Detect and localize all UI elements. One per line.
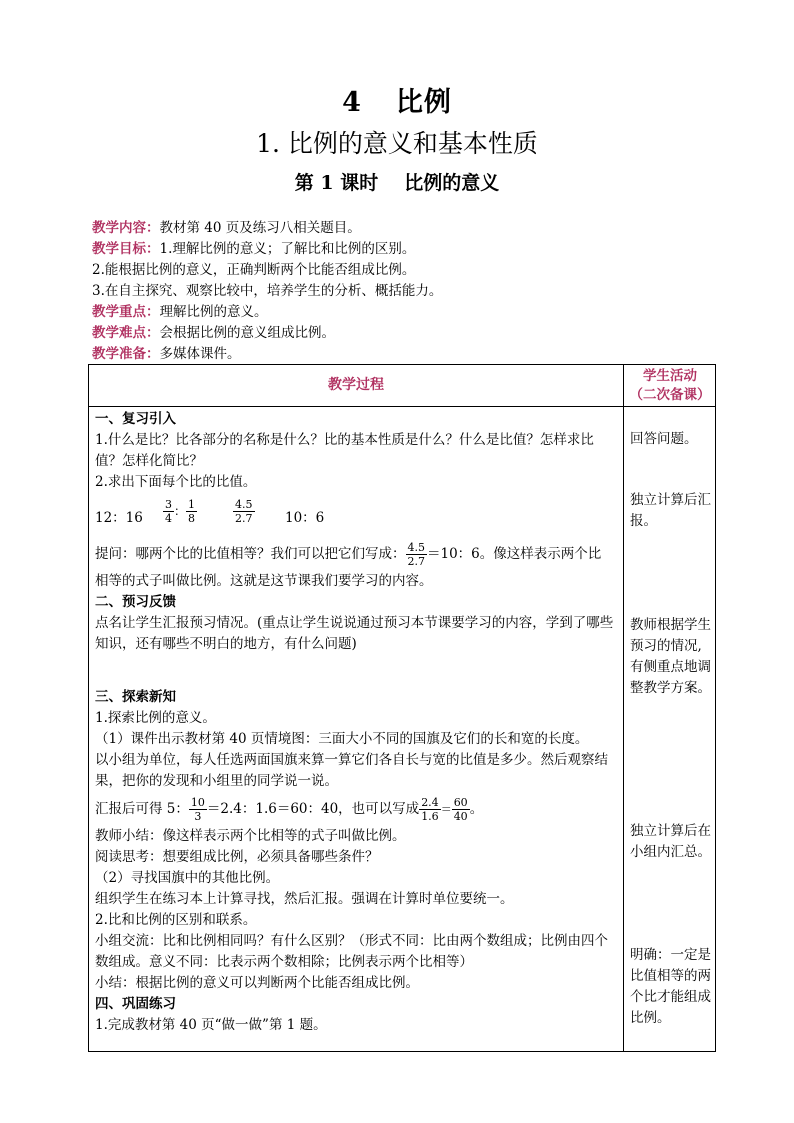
question-prompt-cont: 相等的式子叫做比例。这就是这节课我们要学习的内容。: [95, 573, 433, 589]
student-activity-5: 明确：一定是比值相等的两个比才能组成比例。: [630, 947, 711, 1026]
explore-3: 2.比和比例的区别和联系。: [95, 912, 257, 928]
ratio-2: $\frac{3}{4}$ ： $\frac{1}{8}$: [165, 498, 196, 525]
student-activity-2: 独立计算后汇报。: [630, 492, 711, 529]
lesson-name: 比例的意义: [404, 172, 500, 194]
review-question-2: 2.求出下面每个比的比值。: [95, 474, 257, 490]
ratio-3: $\frac{4.5}{2.7}$: [235, 498, 253, 525]
report-line: 汇报后可得 5： $\frac{10}{3}$ ＝2.4：1.6＝60：40，也可以写成 $\frac{2.4}{1.6}$ ＝ $\frac{60}{40}$ 。: [95, 795, 484, 823]
reading-think: 阅读思考：想要组成比例，必须具备哪些条件？: [95, 849, 379, 865]
lesson-number: 第 1 课时: [294, 172, 379, 194]
process-column: [95, 409, 619, 1036]
explore-1b: 以小组为单位，每人任选两面国旗来算一算它们各自长与宽的比值是多少。然后观察结果，把你的发现和小组里的同学说一说。: [95, 752, 608, 789]
column-divider: [623, 365, 624, 1051]
spacer: [95, 655, 619, 687]
section-review: 一、复习引入: [95, 411, 176, 427]
teacher-summary: 教师小结：像这样表示两个比相等的式子叫做比例。: [95, 828, 406, 844]
header-divider: [89, 406, 715, 407]
section-preview: 二、预习反馈: [95, 594, 176, 610]
ratio-1: 12：16: [95, 510, 143, 526]
unit-number: 4: [342, 87, 362, 118]
unit-name: 比例: [395, 87, 452, 118]
meta-difficulty: 教学难点：会根据比例的意义组成比例。: [92, 325, 335, 341]
meta-goal-3: 3.在自主探究、观察比较中，培养学生的分析、概括能力。: [92, 283, 443, 299]
explore-3a: 小组交流：比和比例相同吗？有什么区别？（形式不同：比由两个数组成；比例由四个数组成。意义不同：比表示两个数相除；比例表示两个比相等）: [95, 933, 608, 970]
student-activity-3: 教师根据学生预习的情况,有侧重点地调整教学方案。: [630, 617, 711, 696]
explore-2: （2）寻找国旗中的其他比例。: [95, 870, 280, 886]
ratio-examples: [95, 497, 619, 537]
meta-content: 教学内容：教材第 40 页及练习八相关题目。: [92, 220, 361, 236]
lesson-meta: [92, 218, 732, 365]
header-student: 学生活动 （二次备课）: [629, 368, 711, 403]
meta-prep: 教学准备：多媒体课件。: [92, 346, 241, 362]
ratio-4: 10：6: [285, 510, 325, 526]
preview-text: 点名让学生汇报预习情况。(重点让学生说说通过预习本节课要学习的内容，学到了哪些知识，还有哪些不明白的地方，有什么问题): [95, 615, 614, 652]
meta-key: 教学重点：理解比例的意义。: [92, 304, 268, 320]
student-activity-4: 独立计算后在小组内汇总。: [630, 823, 711, 860]
section-practice: 四、巩固练习: [95, 996, 176, 1012]
explore-1a: （1）课件出示教材第 40 页情境图：三面大小不同的国旗及它们的长和宽的长度。: [95, 731, 589, 747]
meta-goals: 教学目标：1.理解比例的意义；了解比和比例的区别。: [92, 241, 416, 257]
review-question-1: 1.什么是比？比各部分的名称是什么？比的基本性质是什么？什么是比值？怎样求比值？怎样化简比？: [95, 432, 594, 469]
lesson-title: [0, 168, 794, 195]
explore-2a: 组织学生在练习本上计算寻找，然后汇报。强调在计算时单位要统一。: [95, 891, 514, 907]
section-title: 1. 比例的意义和基本性质: [256, 129, 538, 158]
practice-1: 1.完成教材第 40 页“做一做”第 1 题。: [95, 1017, 327, 1033]
meta-goal-2: 2.能根据比例的意义，正确判断两个比能否组成比例。: [92, 262, 416, 278]
question-prompt-line: 提问：哪两个比的比值相等？我们可以把它们写成： $\frac{4.5}{2.7}$ ＝10：6。像这样表示两个比: [95, 540, 602, 568]
lesson-table: [88, 364, 716, 1052]
header-process: 教学过程: [328, 377, 384, 393]
unit-title: [0, 80, 794, 119]
section-explore: 三、探索新知: [95, 689, 176, 705]
student-activity-1: 回答问题。: [630, 431, 698, 447]
summary-2: 小结：根据比例的意义可以判断两个比能否组成比例。: [95, 975, 419, 991]
explore-1: 1.探索比例的意义。: [95, 710, 216, 726]
